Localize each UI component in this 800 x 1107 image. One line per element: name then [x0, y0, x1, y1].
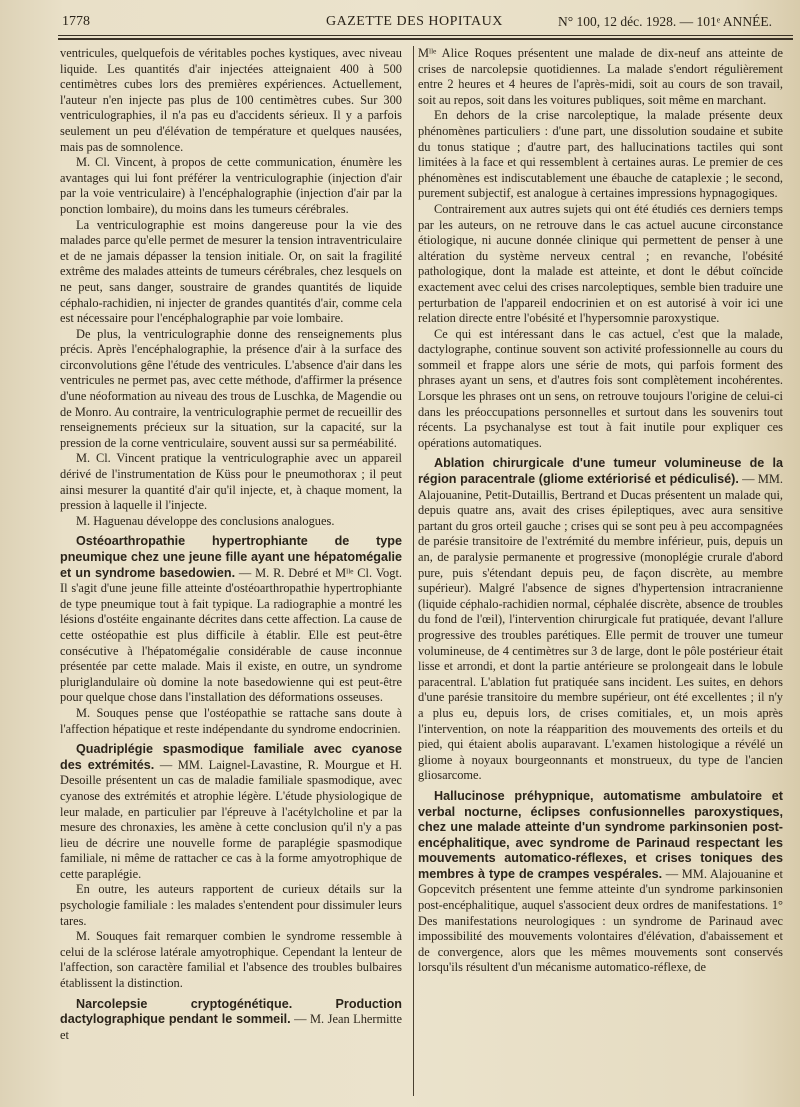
section-heading: [60, 997, 402, 1044]
heading-body: — MM. Alajouanine et Gopcevitch présentent une femme atteinte d'un syndrome parkinsonien post-encéphalitique, auquel s'associent deux ordres de manifestations. 1° Des manifestations neurologiques : un syndrome de Parinaud avec impossibilité des mouvements volontaires d'élévation, d'abaissement et de convergence, alors que les mêmes mouvements sont conservés lorsqu'ils résultent d'un mécanisme automatico-réflexe, de: [418, 866, 783, 975]
paragraph: Contrairement aux autres sujets qui ont été étudiés ces derniers temps par les auteurs, on ne retrouve dans le cas actuel aucune circonstance étiologique, ni aucune donnée clinique qui permettent de penser à une altération du système nerveux central ; en revanche, l'obésité pathologique, dont la malade est atteinte, et dont le début coïncide exactement avec celui des crises narcoleptiques, semble bien traduire une perturbation de l'appareil endocrinien et on est autorisé à voir ici une relation directe entre l'obésité et l'hypersomnie paroxystique.: [418, 201, 783, 326]
right-column: [418, 46, 783, 976]
section-heading: [418, 789, 783, 976]
section-heading: [418, 456, 783, 783]
section-heading: [60, 534, 402, 706]
page-number: 1778: [62, 14, 90, 29]
page-header: [58, 10, 793, 34]
paragraph: La ventriculographie est moins dangereuse pour la vie des malades parce qu'elle permet de mesurer la tension intraventriculaire et de ne jamais dépasser la tension initiale. Or, on sait la fragilité extrême des malades atteints de tumeurs cérébrales, chez lesquels on ne peut, sans danger, soustraire de grandes quantités de liquide céphalo-rachidien, ni injecter de grandes quantités d'air, comme cela est nécessaire pour l'encéphalographie par voie lombaire.: [60, 217, 402, 326]
heading-title: Hallucinose préhypnique, automatisme ambulatoire et verbal nocturne, éclipses confusionnelles paroxystiques, chez une malade atteinte d'un syndrome parkinsonien post-encéphalitique, avec syndrome de Parinaud respectant les mouvements automatico-réflexes, et crises toniques des membres à type de crampes vespérales.: [418, 788, 783, 881]
paragraph: Ce qui est intéressant dans le cas actuel, c'est que la malade, dactylographe, continue souvent son activité professionnelle au cours du sommeil et frappe alors une série de mots, qui parfois forment des phrases ayant un sens, et d'autres fois sont complètement incohérentes. Lorsque les phrases ont un sens, on retrouve toujours l'origine de celui-ci dans les préoccupations personnelles et surtout dans les souvenirs tout récents. La psychanalyse est tout à fait inutile pour expliquer ces opérations automatiques.: [418, 326, 783, 450]
paragraph: Mˡˡᵉ Alice Roques présentent une malade de dix-neuf ans atteinte de crises de narcolepsie quotidiennes. La malade s'endort régulièrement entre 2 heures et 4 heures de l'après-midi, soit au cours de son travail, soit au repos, soit dans les voitures publiques, soit même en marchant.: [418, 46, 783, 107]
heading-title: Ablation chirurgicale d'une tumeur volumineuse de la région paracentrale (gliome extériorisé et pédiculisé).: [418, 456, 783, 487]
journal-title: GAZETTE DES HOPITAUX: [326, 14, 503, 29]
heading-body: — MM. Alajouanine, Petit-Dutaillis, Bertrand et Ducas présentent un malade qui, depuis quatre ans, avait des crises épileptiques, avec aura sensitive partant du gros orteil gauche ; crises qui se sont peu à peu accompagnées de parésie transitoire de l'extrémité du membre inférieur, puis, depuis un an, de paralysie permanente et progressive (monoplégie crurale d'abord pure, puis s'étendant depuis peu, de façon discrète, au membre supérieur). Malgré l'absence de signes d'hypertension intracranienne (liquide céphalo-rachidien normal, céphalée discrète, absence de troubles du fond de l'œil), l'intervention chirurgicale fut pratiquée, devant l'allure progressive des troubles parétiques. Elle permit de trouver une tumeur volumineuse, de 4 centimètres sur 3 de large, dont le pôle postérieur était lisse et arrondi, et dont la partie antérieure se prolongeait dans le lobule paracentral. L'ablation fut pratiquée sans incident. Les suites, en dehors d'une parésie transitoire du membre supérieur, ont été excellentes ; il n'y a plus eu, depuis lors, de crises comitiales, et, un mois après l'intervention, on note la réapparition des mouvements des orteils et du pied, qui étaient abolis auparavant. L'examen histologique a révélé un gliome à noyaux bourgeonnants et monstrueux, du type de l'ancien gliosarcome.: [418, 472, 783, 783]
issue-info: N° 100, 12 déc. 1928. — 101ᵉ ANNÉE.: [558, 14, 772, 29]
paragraph: M. Haguenau développe des conclusions analogues.: [76, 513, 335, 528]
paragraph: En outre, les auteurs rapportent de curieux détails sur la psychologie familiale : les malades s'entendent pour dissimuler leurs tares.: [60, 882, 402, 928]
paragraph: M. Souques fait remarquer combien le syndrome ressemble à celui de la sclérose latérale amyotrophique. Cependant la lenteur de l'affection, son caractère familial et l'absence des troubles bulbaires établissent la distinction.: [60, 929, 402, 991]
header-rule: [58, 35, 793, 36]
heading-title: Narcolepsie cryptogénétique. Production dactylographique pendant le sommeil.: [60, 996, 402, 1027]
paragraph: M. Souques pense que l'ostéopathie se rattache sans doute à l'affection hépatique et reste indépendante du syndrome endocrinien.: [60, 705, 402, 736]
column-divider: [413, 46, 414, 1096]
paragraph: En dehors de la crise narcoleptique, la malade présente deux phénomènes particuliers : d'une part, une dissolution soudaine et subite du tonus statique ; d'autre part, des hallucinations tactiles qui sont limitées à la face et qui ressemblent à certaines auras. Le premier de ces phénomènes est indiscutablement une ébauche de cataplexie ; le second, purement subjectif, est analogue à certaines impressions hypnagogiques.: [418, 108, 783, 201]
paragraph: ventricules, quelquefois de véritables poches kystiques, avec niveau liquide. Les quantités d'air injectées atteignaient 400 à 500 centimètres cubes lors des premières expériences. Actuellement, l'auteur n'en injecte pas plus de 100 centimètres cubes. Sur 300 ventriculographies, il n'a pas eu d'accidents sérieux. Il y a parfois seulement un peu d'élévation de température et quelques nausées, mais pas de somnolence.: [60, 46, 402, 154]
paragraph: M. Cl. Vincent pratique la ventriculographie avec un appareil dérivé de l'instrumentation de Küss pour le pneumothorax ; il peut ainsi mesurer la quantité d'air qu'il injecte, et, à chaque moment, la pression à laquelle il l'injecte.: [60, 451, 402, 513]
heading-title: Ostéoarthropathie hypertrophiante de type pneumique chez une jeune fille ayant une hépatomégalie et un syndrome basedowien.: [60, 534, 402, 580]
heading-title: Quadriplégie spasmodique familiale avec cyanose des extrémités.: [60, 742, 402, 772]
heading-body: — M. Jean Lhermitte et: [60, 1012, 402, 1042]
header-rule-thick: [58, 38, 793, 40]
paragraph: De plus, la ventriculographie donne des renseignements plus précis. Après l'encéphalographie, la présence d'air à la surface des circonvolutions gêne l'étude des ventricules. L'absence d'air dans les ventricules ne permet pas, avec cette méthode, d'affirmer la présence d'une néoformation au niveau des trous de Luschka, de Magendie ou de Monro. Au contraire, la ventriculographie permet de recueillir des renseignements précieux sur la situation, sur la capacité, sur la pression de la corne ventriculaire, souvent aussi sur sa perméabilité.: [60, 326, 402, 450]
heading-body: — MM. Laignel-Lavastine, R. Mourgue et H. Desoille présentent un cas de maladie familiale spasmodique, avec cyanose des extrémités et atrophie légère. L'étude physiologique de leur malade, en particulier par l'épreuve à l'acétylcholine et par la mesure des chronaxies, les amène à cette conclusion qu'il n'y a pas lieu de décrire une nouvelle forme de paraplégie spasmodique familiale, ni même de rattacher ce cas à la forme amyotrophique de cette paraplégie.: [60, 757, 402, 881]
section-heading: [60, 742, 402, 882]
heading-body: — M. R. Debré et Mˡˡᵉ Cl. Vogt. Il s'agit d'une jeune fille atteinte d'ostéoarthropathie hypertrophiante de type pneumique tout à fait typique. La radiographie a montré les lésions d'ostéite engainante décrites dans cette affection. La cause de cette ostéopathie est plus difficile à établir. Elle est peut-être consécutive à l'hépatomégalie considérable de cause inconnue présentée par cette malade. Mais il existe, en outre, un syndrome pluriglandulaire où domine la note basedowienne qui est peut-être pour quelque chose dans l'installation des déformations osseuses.: [60, 565, 402, 705]
left-column: [60, 46, 402, 1043]
paragraph: M. Cl. Vincent, à propos de cette communication, énumère les avantages qui lui font préférer la ventriculographie (injection d'air par la voie ventriculaire) à l'encéphalographie (injection d'air par la ponction lombaire), du moins dans les tumeurs cérébrales.: [60, 155, 402, 216]
